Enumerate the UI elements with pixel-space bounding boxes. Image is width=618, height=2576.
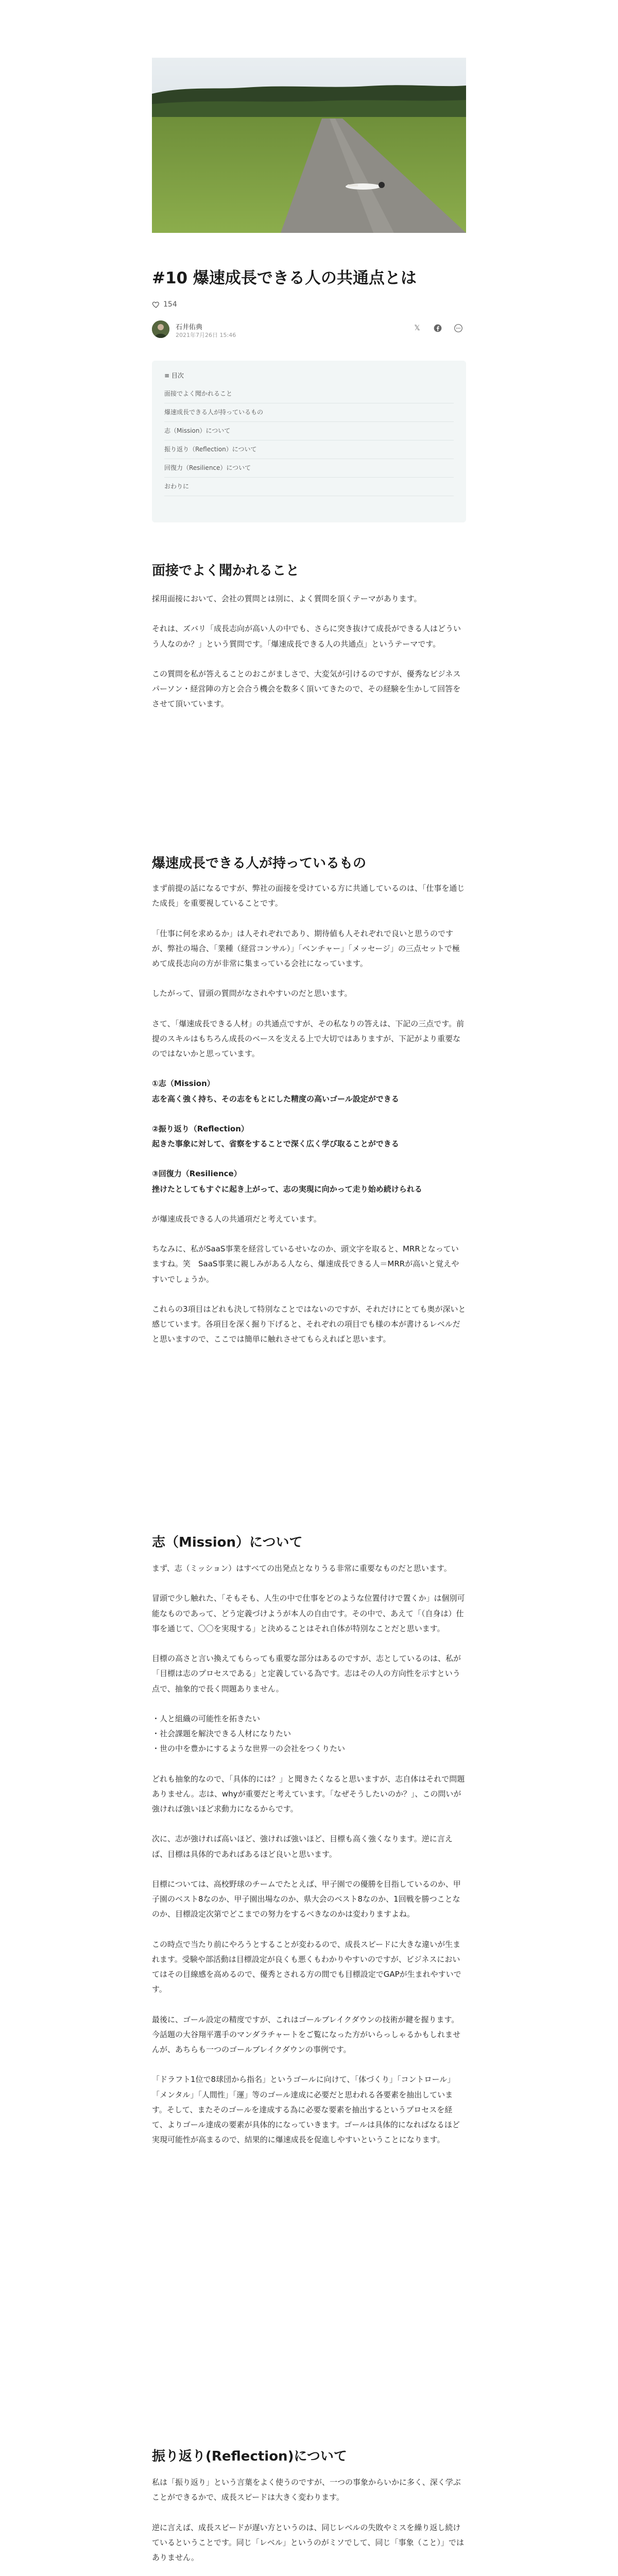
paragraph: 「仕事に何を求めるか」は人それぞれであり、期待値も人それぞれで良いと思うのですが、弊社の場合、「業種（経営コンサル）」「ベンチャー」「メッセージ」の三点セットで極めて成長志向の方が非常に集まっている会社になっています。 [152,928,460,968]
hero-image [152,58,466,233]
paragraph: ②振り返り（Reflection） 起きた事象に対して、省察をすることで深く広く学び取ることができる [152,1124,399,1148]
toc-item[interactable]: おわりに [164,478,454,496]
section-heading: 爆速成長できる人が持っているもの [152,856,367,871]
paragraph: この時点で当たり前にやろうとすることが変わるので、成長スピードに大きな違いが生まれます。受験や部活動は目標設定が良くも悪くもわかりやすいのですが、ビジネスにおいてはその目線感を高めるので、優秀とされる方の間でも目標設定でGAPが生まれやすいです。 [152,1939,461,1994]
article-title: #10 爆速成長できる人の共通点とは [152,269,417,287]
author-name[interactable]: 石井佑典 [176,324,203,331]
section-heading: 振り返り(Reflection)について [152,2449,347,2464]
paragraph: が爆速成長できる人の共通項だと考えています。 [152,1214,321,1224]
publish-date: 2021年7月26日 15:46 [176,332,236,338]
landscape-photo [152,58,466,233]
paragraph: ちなみに、私がSaaS事業を経営しているせいなのか、頭文字を取ると、MRRとなっていますね。笑 SaaS事業に親しみがある人なら、爆速成長できる人＝MRRが高いと覚えやすいでしょうか。 [152,1244,459,1284]
toc-item[interactable]: 振り返り（Reflection）について [164,440,454,459]
bullet-list [152,1711,466,1757]
facebook-icon[interactable] [432,323,443,334]
list-item: ・人と組織の可能性を拓きたい [152,1714,261,1723]
paragraph: 採用面接において、会社の質問とは別に、よく質問を頂くテーマがあります。 [152,594,422,603]
author-row [152,319,466,342]
paragraph: さて、「爆速成長できる人材」の共通点ですが、その私なりの答えは、下記の三点です。前提のスキルはもちろん成長のベースを支える上で大切ではありますが、下記がより重要なのではないかと思っています。 [152,1019,465,1058]
paragraph: どれも抽象的なので、「具体的には？」と聞きたくなると思いますが、志自体はそれで問題ありません。志は、whyが重要だと考えています。「なぜそうしたいのか？」、この問いが強ければ強いほど求動力になるからです。 [152,1774,465,1814]
paragraph: 逆に言えば、成長スピードが遅い方というのは、同じレベルの失敗やミスを繰り返し続けているということです。同じ「レベル」というのがミソでして、同じ「事象（こと）」ではありません。 [152,2522,465,2562]
paragraph: これらの3項目はどれも決して特別なことではないのですが、それだけにとても奥が深いと感じています。各項目を深く掘り下げると、それぞれの項目でも様の本が書けるレベルだと思いますので、ここでは簡単に触れさせてもらえればと思います。 [152,1304,466,1344]
section-heading: 志（Mission）について [152,1535,303,1550]
avatar-image [152,320,169,338]
toc-item[interactable]: 爆速成長できる人が持っているもの [164,403,454,422]
toc-item[interactable]: 回復力（Resilience）について [164,459,454,478]
section-body [152,591,466,727]
paragraph: 目標については、高校野球のチームでたとえば、甲子園での優勝を目指しているのか、甲子園のベスト8なのか、甲子園出場なのか、県大会のベスト8なのか、1回戦を勝つことなのか、目標設定次第でどこまでの努力をするべきなのかは変わりますよね。 [152,1879,461,1919]
list-item: ・社会課題を解決できる人材になりたい [152,1729,291,1738]
paragraph: ①志（Mission） 志を高く強く持ち、その志をもとにした精度の高いゴール設定ができる [152,1079,399,1104]
x-icon[interactable]: 𝕏 [414,324,420,332]
paragraph: 最後に、ゴール設定の精度ですが、これはゴールブレイクダウンの技術が鍵を握ります。今話題の大谷翔平選手のマンダラチャートをご覧になった方がいらっしゃるかもしれませんが、あちらも一つのゴールブレイクダウンの事例です。 [152,2014,460,2054]
toc-item[interactable]: 面接でよく聞かれること [164,385,454,403]
section-body [152,1561,466,2163]
paragraph: 冒頭で少し触れた、「そもそも、人生の中で仕事をどのような位置付けで置くか」は個別可能なものであって、どう定義づけようが本人の自由です。その中で、あえて「（自身は）仕事を通じて、〇〇を実現する」と決めることはそれ自体が特別なことだと思います。 [152,1594,465,1633]
like-count: 154 [163,300,177,309]
toc-item[interactable]: 志（Mission）について [164,422,454,440]
section-body [152,881,466,1362]
toc-heading[interactable]: ≡ 目次 [164,372,184,379]
paragraph: まず前提の話になるですが、弊社の面接を受けている方に共通しているのは、「仕事を通じた成長」を重要視していることです。 [152,884,465,908]
paragraph: この質問を私が答えることのおこがましさで、大変気が引けるのですが、優秀なビジネスパーソン・経営陣の方と会合う機会を数多く頂いてきたので、その経験を生かして回答をさせて頂いています。 [152,669,461,709]
list-icon: ≡ [164,372,171,379]
section-body [152,2475,466,2576]
paragraph: 目標の高さと言い換えてもらっても重要な部分はあるのですが、志としているのは、私が「目標は志のプロセスである」と定義している為です。志はその人の方向性を示すという点で、抽象的で長く問題ありません。 [152,1654,461,1693]
list-item: ・世の中を豊かにするような世界一の会社をつくりたい [152,1744,346,1754]
share-buttons [411,323,464,334]
section-heading: 面接でよく聞かれること [152,563,300,579]
avatar[interactable] [152,320,169,338]
table-of-contents [152,361,466,522]
paragraph: それは、ズバリ「成長志向が高い人の中でも、さらに突き抜けて成長ができる人はどういう人なのか？」という質問です。「爆速成長できる人の共通点」というテーマです。 [152,624,461,649]
paragraph: 「ドラフト1位で8球団から指名」というゴールに向けて、「体づくり」「コントロール」「メンタル」「人間性」「運」等のゴール達成に必要だと思われる各要素を抽出しています。そして、またそのゴールを達成する為に必要な要素を抽出するというプロセスを経て、よりゴール達成の要素が具体的になっていきます。ゴールは具体的になればなるほど実現可能性が高まるので、結果的に爆速成長を促進しやすいということになります。 [152,2075,460,2145]
paragraph: 次に、志が強ければ高いほど、強ければ強いほど、目標も高く強くなります。逆に言えば、目標は具体的であればあるほど良いと思います。 [152,1834,453,1859]
like-row[interactable] [152,300,177,309]
paragraph: したがって、冒頭の質問がなされやすいのだと思います。 [152,989,352,998]
more-icon[interactable] [453,323,464,334]
paragraph: ③回復力（Resilience） 挫けたとしてもすぐに起き上がって、志の実現に向かって走り始め続けられる [152,1169,422,1194]
paragraph: まず、志（ミッション）はすべての出発点となりうる非常に重要なものだと思います。 [152,1564,452,1573]
paragraph: 私は「振り返り」という言葉をよく使うのですが、一つの事象からいかに多く、深く学ぶことができるかで、成長スピードは大きく変わります。 [152,2478,461,2502]
heart-icon[interactable] [152,300,160,309]
